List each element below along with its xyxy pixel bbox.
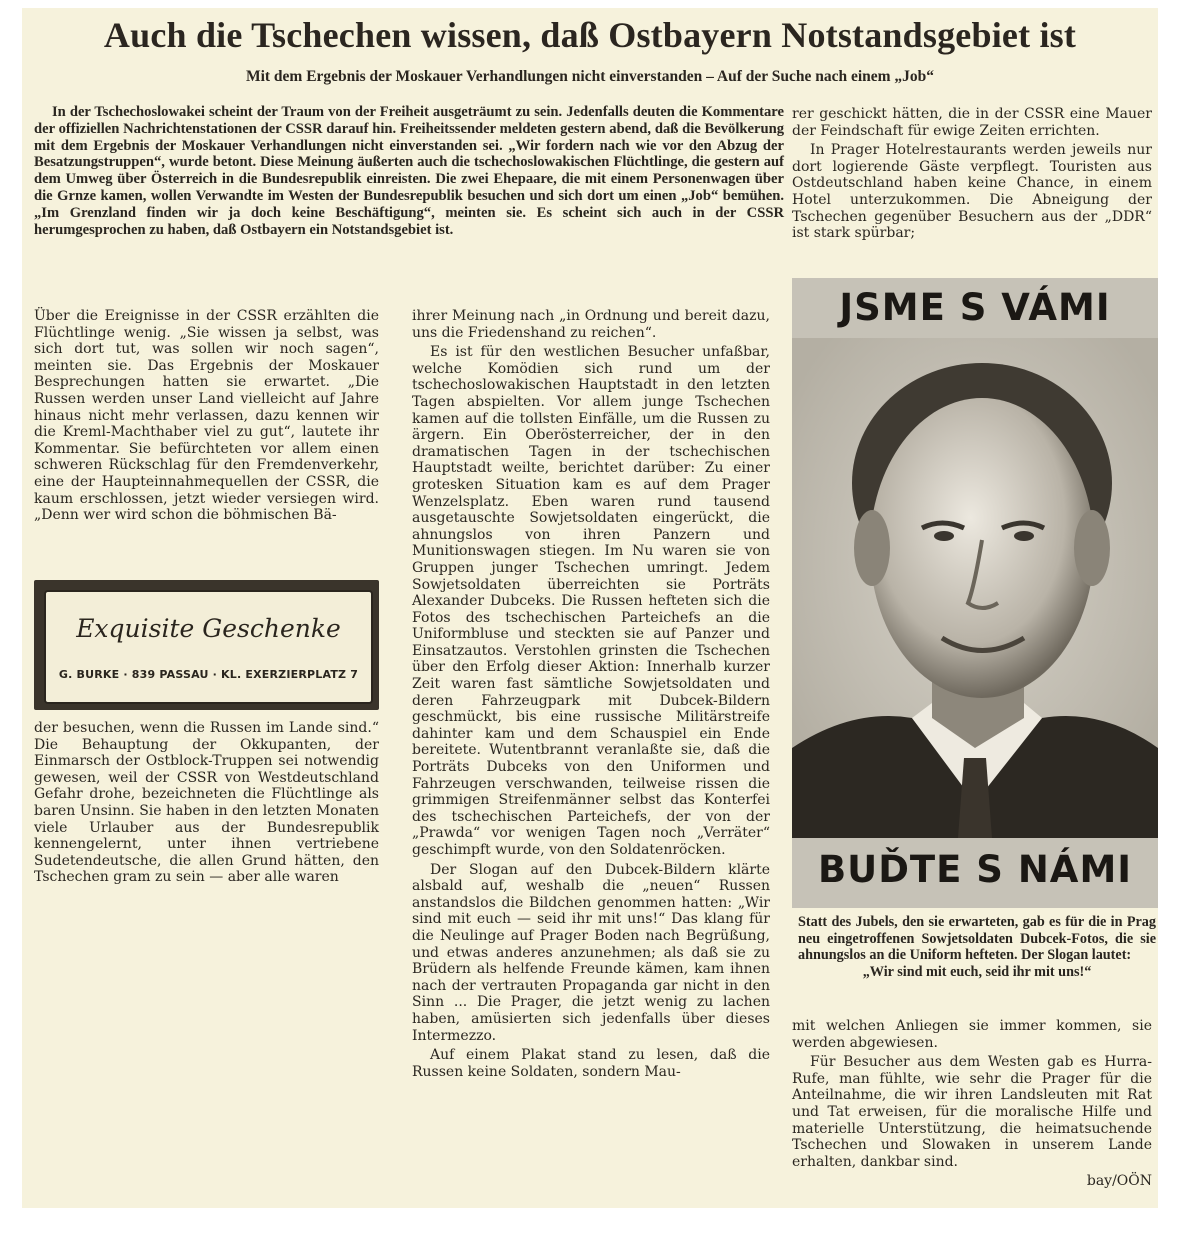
column-3-paragraph: In Prager Hotelrestaurants werden jeweils nur dort logierende Gäste verpflegt. Touristen aus Ostdeutschland haben keine Chance, in einem Hotel unterzukommen. Die Abneigung der Tschechen gegenüber Besuchern aus der „DDR“ ist stark spürbar; [792, 142, 1152, 242]
poster-slogan-top: JSME S VÁMI [839, 286, 1111, 329]
column-1-bottom-text: der besuchen, wenn die Russen im Lande sind.“ Die Behauptung der Okkupanten, der Einmarsch der Ostblock-Truppen sei notwendig gewesen, weil der CSSR von Westdeutschland Gefahr drohe, bezeichneten die Flüchtlinge als baren Unsinn. Sie haben in den letzten Monaten viele Urlauber aus der Bundesrepublik kennengelernt, unter ihnen vertriebene Sudetendeutsche, die allen Grund hätten, den Tschechen gram zu sein — aber alle waren [34, 720, 379, 886]
advertisement-frame [44, 590, 373, 704]
dubcek-poster-photo [792, 278, 1158, 908]
advertisement [34, 580, 379, 710]
column-3-top [792, 106, 1152, 245]
byline: bay/OÖN [1086, 1173, 1152, 1190]
photo-caption [798, 914, 1156, 980]
lead-paragraph [34, 104, 784, 238]
column-3-paragraph: mit welchen Anliegen sie immer kommen, sie werden abgewiesen. [792, 1018, 1152, 1051]
advertisement-address: G. BURKE · 839 PASSAU · KL. EXERZIERPLATZ 7 [58, 668, 359, 681]
advertisement-name: Exquisite Geschenke [76, 614, 341, 643]
column-1-bottom [34, 720, 379, 889]
column-2-paragraph: Auf einem Plakat stand zu lesen, daß die Russen keine Soldaten, sondern Mau- [412, 1047, 770, 1080]
column-3-paragraph: Für Besucher aus dem Westen gab es Hurra-Rufe, man fühlte, wie sehr die Prager für die Anteilnahme, die wir ihren Landsleuten mit Rat und Tat erweisen, für die moralische Hilfe und materielle Unterstützung, die heimatsuchende Tschechen und Slowaken in unserem Lande erhalten, dankbar sind. [792, 1054, 1152, 1170]
headline: Auch die Tschechen wissen, daß Ostbayern Notstandsgebiet ist [103, 15, 1077, 55]
column-2 [412, 308, 770, 1083]
column-1-top [34, 308, 379, 527]
photo-caption-text: Statt des Jubels, den sie erwarteten, gab es für die in Prag neu eingetroffenen Sowjetsoldaten Dubcek-Fotos, die sie ahnungslos an die Uniform hefteten. Der Slogan lautet: [798, 914, 1156, 964]
column-2-paragraph: Es ist für den westlichen Besucher unfaßbar, welche Komödien sich rund um der tschechoslowakischen Hauptstadt in den letzten Tagen abspielten. Vor allem junge Tschechen kamen auf die tollsten Einfälle, um die Russen zu ärgern. Ein Oberösterreicher, der in den dramatischen Tagen in der tschechischen Hauptstadt weilte, berichtet darüber: Zu einer grotesken Situation kam es auf dem Prager Wenzelsplatz. Eben waren rund tausend ausgetauschte Sowjetsoldaten eingerückt, die ahnungslos von ihren Panzern und Munitionswagen stiegen. Im Nu waren sie von Gruppen junger Tschechen umringt. Jedem Sowjetsoldaten überreichten sie Porträts Alexander Dubceks. Die Russen hefteten sich die Fotos des tschechischen Parteichefs an die Uniformbluse und steckten sie auf Panzer und Einsatzautos. Verstohlen grinsten die Tschechen über den Erfolg dieser Aktion: Innerhalb kurzer Zeit waren fast sämtliche Sowjetsoldaten und deren Fahrzeugpark mit Dubcek-Bildern geschmückt, bis eine russische Militärstreife dahinter kam und dem Schauspiel ein Ende bereitete. Wutentbrannt veranlaßte sie, daß die Porträts Dubceks von den Uniformen und Fahrzeugen verschwanden, teilweise rissen die grimmigen Streifenmänner selbst das Konterfei des tschechischen Parteichefs, der von der „Prawda“ vor wenigen Tagen noch „Verräter“ geschimpft wurde, von den Soldatenröcken. [412, 344, 770, 858]
column-2-paragraph: ihrer Meinung nach „in Ordnung und bereit dazu, uns die Friedenshand zu reichen“. [412, 308, 770, 341]
column-2-paragraph: Der Slogan auf den Dubcek-Bildern klärte alsbald auf, weshalb die „neuen“ Russen anstandslos die Bildchen genommen hatten: „Wir sind mit euch — seid ihr mit uns!“ Das klang für die Neulinge auf Prager Boden nach Begrüßung, und etwas anderes anzunehmen; als daß sie zu Brüdern als helfende Freunde kämen, kam ihnen nach der vertrauten Propaganda gar nicht in den Sinn ... Die Prager, die jetzt wenig zu lachen haben, amüsierten sich jedenfalls über dieses Intermezzo. [412, 861, 770, 1044]
column-3-bottom [792, 1018, 1152, 1190]
lead-text: In der Tschechoslowakei scheint der Traum von der Freiheit ausgeträumt zu sein. Jedenfalls deuten die Kommentare der offiziellen Nachrichtenstationen der CSSR darauf hin. Freiheitssender meldeten gestern abend, daß die Bevölkerung mit dem Ergebnis der Moskauer Verhandlungen nicht einverstanden sei. „Wir fordern nach wie vor den Abzug der Besatzungstruppen“, wurde betont. Diese Meinung äußerten auch die tschechoslowakischen Flüchtlinge, die gestern auf dem Umweg über Österreich in die Bundesrepublik einreisten. Die zwei Ehepaare, die mit einem Personenwagen über die Grnze kamen, wollen Verwandte im Westen der Bundesrepublik besuchen und sich dort um einen „Job“ bemühen. „Im Grenzland finden wir ja doch keine Beschäftigung“, meinten sie. Es scheint sich auch in der CSSR herumgesprochen zu haben, daß Ostbayern ein Notstandsgebiet ist. [34, 104, 784, 238]
portrait-illustration [792, 278, 1158, 908]
column-3-paragraph: rer geschickt hätten, die in der CSSR eine Mauer der Feindschaft für ewige Zeiten errichten. [792, 106, 1152, 139]
subheadline: Mit dem Ergebnis der Moskauer Verhandlungen nicht einverstanden – Auf der Suche nach einem „Job“ [245, 68, 935, 85]
newspaper-clipping [22, 8, 1158, 1208]
photo-caption-quote: „Wir sind mit euch, seid ihr mit uns!“ [862, 963, 1092, 980]
poster-slogan-bottom: BUĎTE S NÁMI [817, 848, 1133, 891]
column-1-top-text: Über die Ereignisse in der CSSR erzählten die Flüchtlinge wenig. „Sie wissen ja selbst, was sich dort tut, was sollen wir noch sagen“, meinten sie. Das Ergebnis der Moskauer Besprechungen hatten sie erwartet. „Die Russen werden unser Land vielleicht auf Jahre hinaus nicht mehr verlassen, dazu kennen wir die Kreml-Machthaber viel zu gut“, lautete ihr Kommentar. Sie befürchteten vor allem einen schweren Rückschlag für den Fremdenverkehr, eine der Haupteinnahmequellen der CSSR, die kaum erschlossen, jetzt wieder versiegen wird. „Denn wer wird schon die böhmischen Bä- [34, 308, 379, 524]
